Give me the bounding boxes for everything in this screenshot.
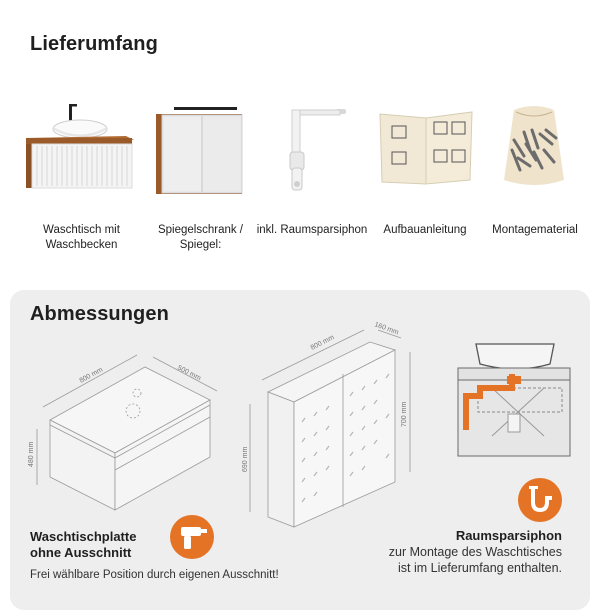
cabinet-height-left-label: 690 mm — [242, 446, 249, 472]
drill-icon — [170, 515, 214, 559]
cabinet-depth-label: 160 mm — [373, 321, 400, 337]
hardware-bag-image — [494, 100, 574, 192]
siphon-feature-line1: zur Montage des Waschtisches — [388, 545, 562, 559]
vanity-dimension-drawing — [25, 345, 235, 515]
mirror-cabinet-image — [152, 104, 247, 199]
cabinet-width-label: 800 mm — [309, 334, 336, 352]
vanity-depth-label: 500 mm — [176, 364, 202, 383]
mirror-cabinet-caption: Spiegelschrank / Spiegel: — [157, 224, 244, 251]
siphon-image — [280, 104, 350, 199]
siphon-icon — [518, 478, 562, 522]
hardware-caption: Montagematerial — [492, 224, 578, 236]
siphon-caption: inkl. Raumsparsiphon — [256, 224, 368, 236]
siphon-feature-title: Raumsparsiphon — [455, 528, 562, 543]
vanity-height-label: 480 mm — [28, 441, 35, 467]
vanity-caption: Waschtisch mit Waschbecken — [43, 224, 120, 251]
siphon-feature-line2: ist im Lieferumfang enthalten. — [398, 561, 562, 575]
cabinet-dimension-drawing — [238, 312, 438, 530]
cabinet-height-right-label: 700 mm — [401, 401, 408, 427]
siphon-cross-section-drawing — [452, 340, 577, 460]
vanity-with-basin-image — [22, 100, 137, 195]
manual-caption: Aufbauanleitung — [383, 224, 467, 236]
dimensions-title: Abmessungen — [30, 303, 169, 325]
manual-image — [376, 108, 476, 188]
siphon-feature — [389, 528, 562, 576]
vanity-width-label: 800 mm — [78, 366, 105, 385]
countertop-title: Waschtischplatte ohne Ausschnitt — [30, 529, 137, 560]
scope-title: Lieferumfang — [30, 33, 158, 55]
countertop-text: Frei wählbare Position durch eigenen Ausschnitt! — [30, 569, 279, 581]
